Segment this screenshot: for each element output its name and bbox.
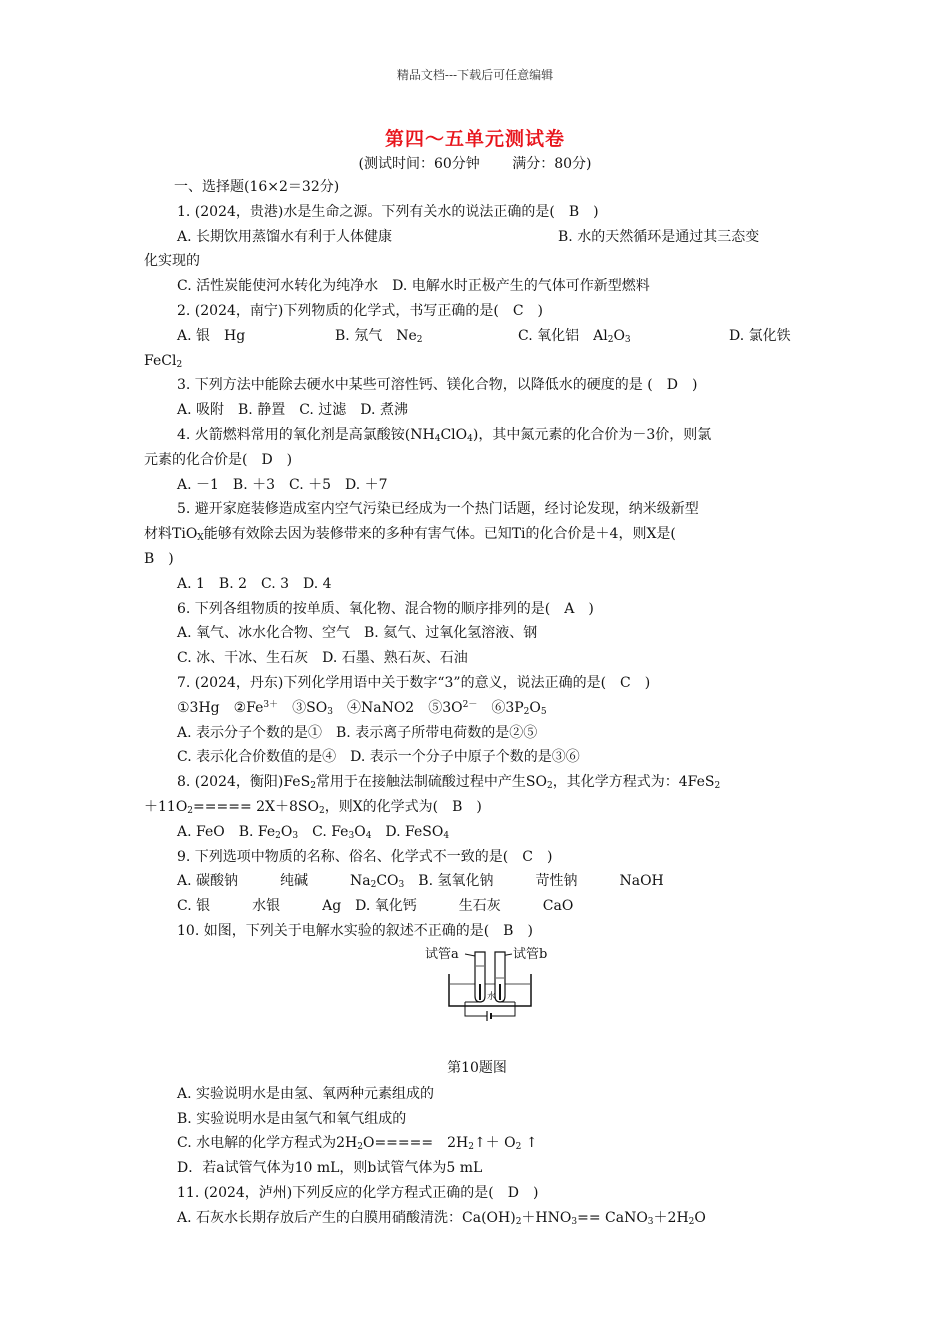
option-text: A. 银 Hg	[177, 327, 246, 344]
test-time: (测试时间：60分钟	[358, 156, 480, 172]
question-11-option-a: A. 石灰水长期存放后产生的白膜用硝酸清洗：$Ca(OH)_2+HNO_3==$ $CaNO_3+2H_2O$	[177, 1209, 706, 1227]
question-2: 2. (2024，南宁)下列物质的化学式，书写正确的是( C )	[177, 302, 543, 319]
option-text: A. 长期饮用蒸馏水有利于人体健康	[177, 228, 393, 245]
question-1-options-ab	[144, 225, 810, 250]
question-8-continuation: $+11O_2===== 2X+8SO_2$，则X的化学式为( B )	[144, 798, 482, 816]
question-5-answer: B )	[144, 550, 174, 567]
label-water: 水	[487, 991, 497, 1002]
electrolysis-apparatus-diagram	[409, 944, 559, 1022]
question-6-options-ab: A. 氧气、冰水化合物、空气 B. 氦气、过氧化氢溶液、钢	[177, 625, 538, 642]
question-10-option-d: D．若a试管气体为10 mL，则b试管气体为5 mL	[177, 1160, 483, 1177]
label-test-tube-b: 试管b	[513, 946, 548, 962]
question-11: 11. (2024，泸州)下列反应的化学方程式正确的是( D )	[177, 1184, 539, 1201]
question-6: 6. 下列各组物质的按单质、氧化物、混合物的顺序排列的是( A )	[177, 600, 594, 617]
question-4-continuation: 元素的化合价是( D )	[144, 451, 293, 468]
question-1-options-cd: C. 活性炭能使河水转化为纯净水 D. 电解水时正极产生的气体可作新型燃料	[177, 278, 650, 295]
question-10: 10. 如图，下列关于电解水实验的叙述不正确的是( B )	[177, 922, 533, 939]
question-6-options-cd: C. 冰、干冰、生石灰 D. 石墨、熟石灰、石油	[177, 650, 468, 667]
question-1: 1. (2024，贵港)水是生命之源。下列有关水的说法正确的是( B )	[177, 203, 599, 220]
electrolysis-figure	[144, 944, 810, 1054]
label-test-tube-a: 试管a	[425, 946, 459, 962]
question-10-option-b: B. 实验说明水是由氢气和氧气组成的	[177, 1110, 407, 1127]
section-heading: 一、选择题(16×2＝32分)	[174, 179, 340, 195]
option-text: D. 氯化铁	[729, 327, 791, 344]
question-4: 4. 火箭燃料常用的氧化剂是高氯酸铵$(NH_4ClO_4)$，其中氮元素的化合价为－3价，则氯	[177, 426, 712, 444]
header-note: 精品文档---下载后可任意编辑	[396, 68, 554, 82]
page-title: 第四～五单元测试卷	[384, 128, 565, 150]
question-7: 7. (2024，丹东)下列化学用语中关于数字“3”的意义，说法正确的是( C )	[177, 674, 651, 691]
full-score: 满分：80分)	[512, 156, 592, 172]
question-2-continuation: FeCl$_2$	[144, 352, 183, 370]
question-8-options: A. FeO B. $Fe_2O_3$ C. $Fe_3O_4$ D. FeSO$_4$	[177, 823, 450, 841]
question-1-continuation: 化实现的	[144, 253, 200, 270]
question-8: 8. (2024，衡阳)FeS$_2$常用于在接触法制硫酸过程中产生$SO_2$，其化学方程式为：4FeS$_2$	[177, 774, 721, 792]
question-10-option-a: A. 实验说明水是由氢、氧两种元素组成的	[177, 1085, 435, 1102]
question-7-options-ab: A. 表示分子个数的是① B. 表示离子所带电荷数的是②⑤	[177, 724, 538, 741]
question-9-options-ab: A. 碳酸钠 纯碱 $Na_2CO_3$ B. 氢氧化钠 苛性钠 NaOH	[177, 873, 664, 891]
question-5-options: A. 1 B. 2 C. 3 D. 4	[177, 575, 332, 592]
question-9: 9. 下列选项中物质的名称、俗名、化学式不一致的是( C )	[177, 848, 553, 865]
question-7-options-cd: C. 表示化合价数值的是④ D. 表示一个分子中原子个数的是③⑥	[177, 749, 580, 766]
question-3-options: A. 吸附 B. 静置 C. 过滤 D. 煮沸	[177, 402, 408, 419]
option-text: C. 氧化铝 $Al_2O_3$	[518, 327, 631, 345]
option-text: B. 氖气 $Ne_2$	[335, 327, 423, 345]
question-7-items: ①3Hg $②Fe^{3+}$ $③SO_3$ ④NaNO2 $⑤3O^{2-}$ $⑥3P_2O_5$	[177, 699, 547, 717]
subtitle	[0, 153, 950, 173]
question-3: 3. 下列方法中能除去硬水中某些可溶性钙、镁化合物，以降低水的硬度的是 ( D )	[177, 377, 698, 394]
question-5: 5. 避开家庭装修造成室内空气污染已经成为一个热门话题，经讨论发现，纳米级新型	[177, 501, 699, 518]
figure-caption: 第10题图	[447, 1059, 507, 1076]
question-10-option-c: C. 水电解的化学方程式为$2H_2O=====$ $2H_2↑+ O_2$ ↑	[177, 1135, 538, 1153]
question-5-continuation: 材料TiO$_X$能够有效除去因为装修带来的多种有害气体。已知Ti的化合价是＋4，则X是(	[144, 526, 676, 544]
question-9-options-cd: C. 银 水银 Ag D. 氧化钙 生石灰 CaO	[177, 898, 574, 915]
question-list	[144, 175, 810, 1230]
question-2-options	[144, 324, 810, 349]
question-4-options: A. －1 B. ＋3 C. ＋5 D. ＋7	[177, 476, 388, 493]
option-text: B. 水的天然循环是通过其三态变	[558, 228, 760, 245]
